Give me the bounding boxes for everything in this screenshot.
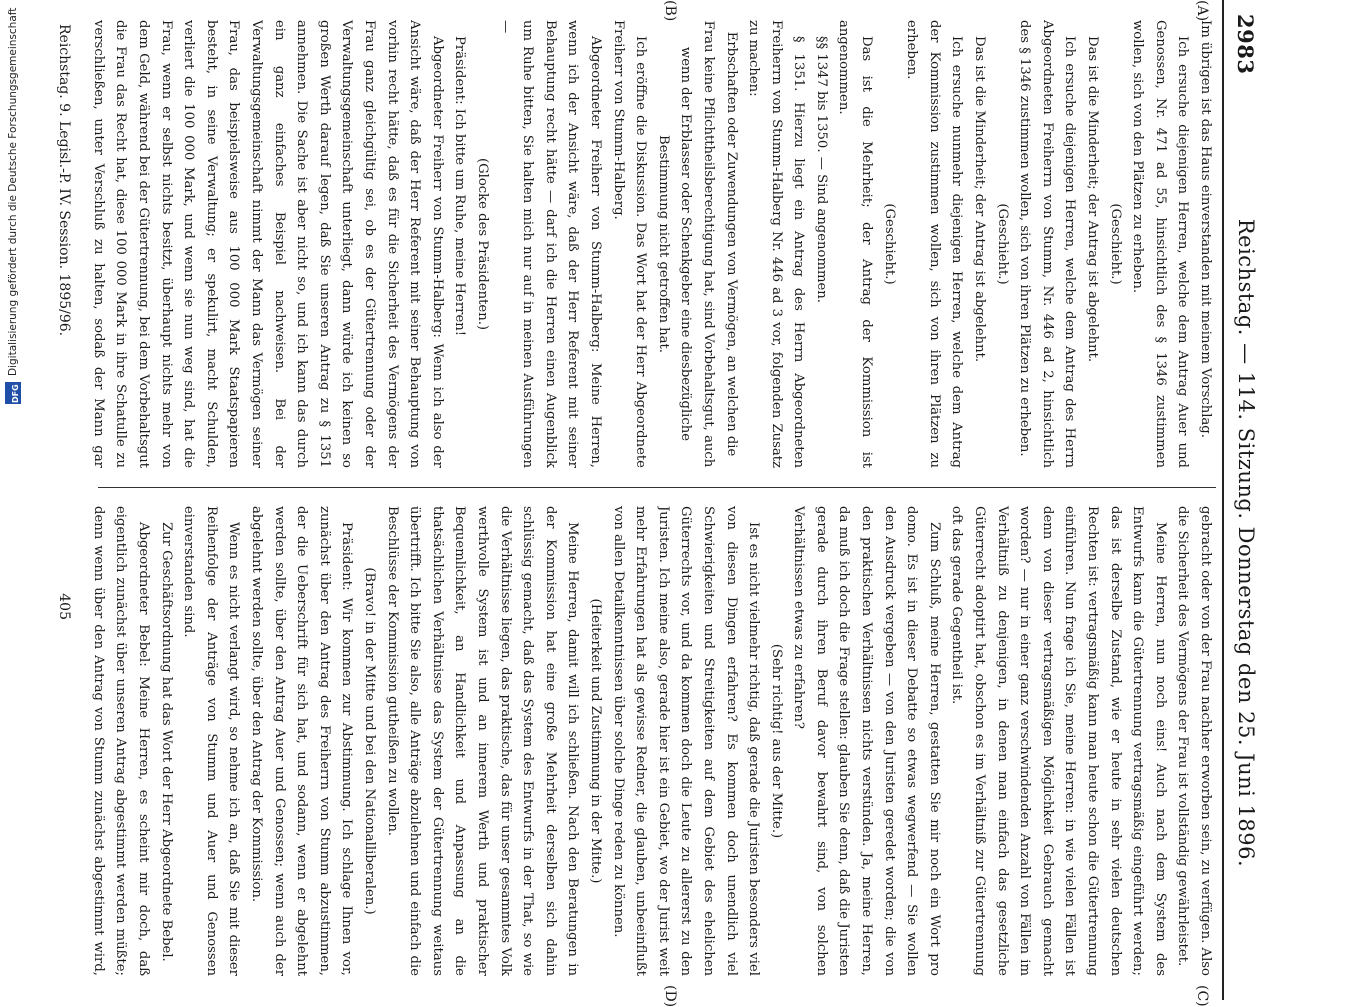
text-column-right xyxy=(86,506,1216,976)
column-divider xyxy=(98,487,1216,488)
running-title: Reichstag. — 114. Sitzung. Donnerstag den 25. Juni 1896. xyxy=(1234,218,1258,868)
paragraph: Ich ersuche diejenigen Herren, welche dem Antrag des Herrn Abgeordneten Freiherrn von Stumm, Nr. 446 ad 2, hinsichtlich des § 1346 zustimmen wollen, sich von ihren Plätzen zu erheben. xyxy=(1017,20,1078,468)
paragraph: § 1351. Hierzu liegt ein Antrag des Herrn Abgeordneten Freiherrn von Stumm-Halberg Nr. 446 ad 3 vor, folgenden Zusatz zu machen: xyxy=(746,20,807,468)
paragraph: Erbschaften oder Zuwendungen von Vermögen, an welchen die Frau keine Pflichttheilsberechtigung hat, sind Vorbehaltsgut, auch wenn der Erblasser oder Schenkgeber eine diesbezügliche Bestimmung nicht getroffen hat. xyxy=(655,20,739,468)
paragraph: (Geschieht.) xyxy=(881,203,897,285)
dfg-logo-icon: DFG xyxy=(5,382,21,404)
footer-citation: Reichstag. 9. Legisl.-P. IV. Session. 1895/96. xyxy=(56,24,72,337)
paragraph: Zum Schluß, meine Herren, gestatten Sie mir noch ein Wort pro domo. Es ist in dieser Debatte so etwas wegwerfend — Sie wollen den Ausdruck vergeben — von den Juristen geredet worden; die von den praktischen Verhältnissen nichts verstünden. Ja, meine Herren, da muß ich doch die Frage stellen: glauben Sie denn, daß die Juristen gerade durch ihren Beruf davor bewahrt sind, von solchen Verhältnissen etwas zu erfahren? xyxy=(791,506,942,976)
margin-marker-a: (A) xyxy=(1194,0,1210,22)
paragraph: Präsident: Ich bitte um Ruhe, meine Herren! xyxy=(452,36,468,337)
text-column-left xyxy=(86,20,1216,468)
paragraph: Meine Herren, nun noch eins! Auch nach dem System des Entwurfs kann die Gütertrennung vertragsmäßig eingeführt werden; das ist derselbe Zustand, wie er heute in sehr vielen deutschen Rechten ist: vertragsmäßig kann man heute schon die Gütertrennung einführen. Nun frage ich Sie, meine Herren: in wie vielen Fällen ist denn von dieser vertragsmäßigen Möglichkeit Gebrauch gemacht worden? — nur in einer ganz verschwindenden Anzahl von Fällen im Verhältniß zu denjenigen, in denen man einfach das gesetzliche Güterrecht adoptirt hat, obschon es im Verhältniß zur Gütertrennung oft das gerade Gegentheil ist. xyxy=(949,506,1168,976)
paragraph: (Sehr richtig! aus der Mitte.) xyxy=(768,643,784,839)
paragraph: (Bravo! in der Mitte und bei den Nationalliberalen.) xyxy=(362,567,378,915)
paragraph: Abgeordneter Bebel: Meine Herren, es scheint mir doch, daß eigentlich zunächst über unseren Antrag abgestimmt werden müßte; denn wenn über den Antrag von Stumm zunächst abgestimmt wird, xyxy=(90,506,152,976)
paragraph: (Heiterkeit und Zustimmung in der Mitte.) xyxy=(587,598,603,884)
paragraph: Das ist die Minderheit; der Antrag ist abgelehnt. xyxy=(1085,36,1101,363)
paragraph: Ich ersuche diejenigen Herren, welche dem Antrag Auer und Genossen, Nr. 471 ad 55, hinsichtlich des § 1346 zustimmen wollen, sich von den Plätzen zu erheben. xyxy=(1130,20,1191,468)
paragraph: (Glocke des Präsidenten.) xyxy=(475,157,490,331)
margin-marker-d: (D) xyxy=(662,985,678,1007)
paragraph: Ist es nicht vielmehr richtig, daß gerade die Juristen besonders viel von diesen Dingen erfahren? Es kommen doch unendlich viel Schwierigkeiten und Streitigkeiten auf dem Gebiet des ehelichen Güterrechts vor, und da kommen doch die Leute zu allererst zu den Juristen. Ich meine also, gerade hier ist ein Gebiet, wo der Jurist weit mehr Erfahrungen hat als gewisse Redner, die glauben, unbeeinflußt von allen Detailkenntnissen über solche Dinge reden zu können. xyxy=(610,506,762,976)
paragraph: Abgeordneter Freiherr von Stumm-Halberg: Meine Herren, wenn ich der Ansicht wäre, daß der Herr Referent mit seiner Behauptung recht hätte — darf ich die Herren einen Augenblick um Ruhe bitten, Sie halten mich nur auf in meinen Ausführungen — xyxy=(497,20,603,468)
paragraph: Ich eröffne die Diskussion. Das Wort hat der Herr Abgeordnete Freiherr von Stumm-Halberg. xyxy=(610,20,649,468)
paragraph: Präsident: Wir kommen zur Abstimmung. Ich schlage Ihnen vor, zunächst über den Antrag des Freiherrn von Stumm abzustimmen, der die Ueberschrift für sich hat, und sodann, wenn er abgelehnt werden sollte, über den Antrag Auer und Genossen; wenn auch der abgelehnt werden sollte, über den Antrag der Kommission. xyxy=(249,506,355,976)
paragraph: Im übrigen ist das Haus einverstanden mit meinem Vorschlag. xyxy=(1198,20,1213,438)
funding-note xyxy=(4,8,22,993)
scanned-page xyxy=(38,0,1268,1007)
page-number: 2983 xyxy=(1233,14,1259,75)
page-header xyxy=(1228,14,1264,992)
header-rule xyxy=(1222,0,1224,1000)
paragraph: Ich ersuche nunmehr diejenigen Herren, welche dem Antrag der Kommission zustimmen wollen, sich von ihren Plätzen zu erheben. xyxy=(904,20,965,468)
paragraph: Das ist die Minderheit; der Antrag ist abgelehnt. xyxy=(972,36,988,363)
paragraph: gebracht oder von der Frau nachher erworben sein, zu verfügen. Also die Sicherheit des Vermögens der Frau ist vollständig gewährleistet. xyxy=(1175,506,1213,976)
paragraph: Wenn es nicht verlangt wird, so nehme ich an, daß Sie mit dieser Reihenfolge der Anträge von Stumm und Auer und Genossen einverstanden sind. xyxy=(181,506,242,976)
margin-marker-c: (C) xyxy=(1194,985,1210,1007)
paragraph: Das ist die Mehrheit; der Antrag der Kommission ist angenommen. xyxy=(836,20,875,468)
paragraph: (Geschieht.) xyxy=(1107,203,1123,285)
paragraph: §§ 1347 bis 1350. — Sind angenommen. xyxy=(813,36,829,303)
margin-marker-b: (B) xyxy=(662,0,678,22)
paragraph: (Geschieht.) xyxy=(994,203,1010,285)
paragraph: Zur Geschäftsordnung hat das Wort der Herr Abgeordnete Bebel. xyxy=(158,522,174,962)
footer-page-number: 405 xyxy=(56,593,72,620)
paragraph: Meine Herren, damit will ich schließen. Nach den Beratungen in der Kommission hat eine große Mehrheit derselben sich dahin schlüssig gemacht, daß das System des Entwurfs in der That, so wie die Verhältnisse liegen, das praktische, das für unser gesammtes Volk werthvolle System ist und an innerem Werth und praktischer Bequemlichkeit, an Handlichkeit und Anpassung an die thatsächlichen Verhältnisse das System der Gütertrennung weitaus übertrifft. Ich bitte Sie also, alle Anträge abzulehnen und einfach die Beschlüsse der Kommission gutheißen zu wollen. xyxy=(384,506,581,976)
paragraph: Abgeordneter Freiherr von Stumm-Halberg: Wenn ich also der Ansicht wäre, daß der Herr Referent mit seiner Behauptung von vorhin recht hätte, daß es für die Sicherheit des Vermögens der Frau ganz gleichgültig sei, ob es der Gütertrennung oder der Verwaltungsgemeinschaft unterliegt, dann würde ich keinen so großen Werth darauf legen, daß Sie unseren Antrag zu § 1351 annehmen. Die Sache ist aber nicht so, und ich kann das durch ein ganz einfaches Beispiel nachweisen. Bei der Verwaltungsgemeinschaft nimmt der Mann das Vermögen seiner Frau, das beispielsweise aus 100 000 Mark Staatspapieren besteht, in seine Verwaltung; er spekulirt, macht Schulden, verliert die 100 000 Mark, und wenn sie nun weg sind, hat die Frau, wenn er selbst nichts besitzt, überhaupt nichts mehr von dem Geld, während bei der Gütertrennung, bei dem Vorbehaltsgut die Frau das Recht hat, diese 100 000 Mark in ihre Schatulle zu verschließen, unter Verschluß zu halten, sodaß der Mann gar xyxy=(90,20,445,468)
funding-text: Digitalisierung gefördert durch die Deutsche Forschungsgemeinschaft xyxy=(7,8,19,377)
